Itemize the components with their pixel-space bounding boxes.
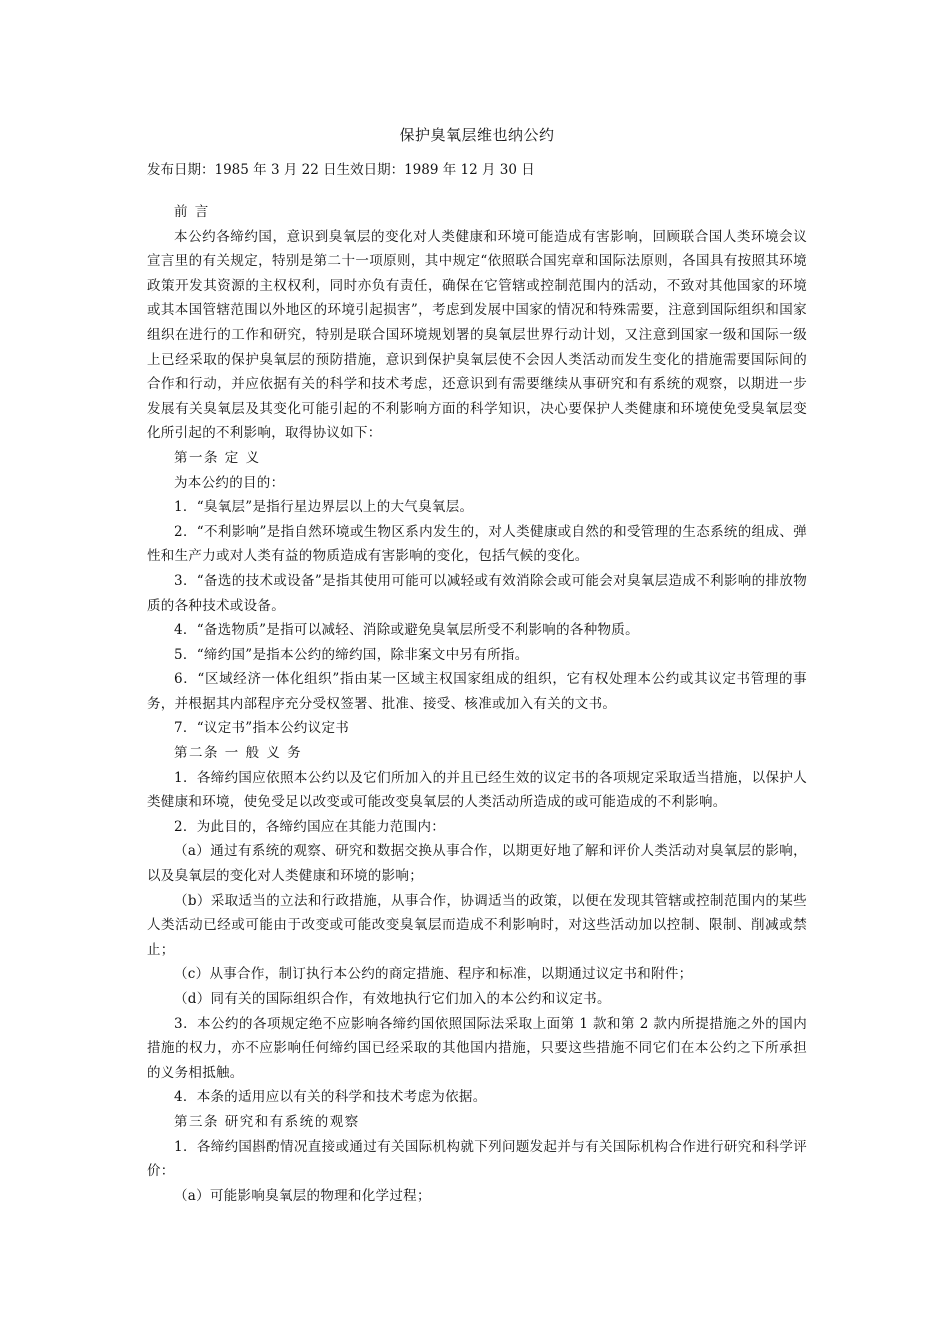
paragraph: 4．本条的适用应以有关的科学和技术考虑为依据。 (174, 1089, 487, 1106)
paragraph: （c）从事合作，制订执行本公约的商定措施、程序和标准，以期通过议定书和附件； (174, 966, 693, 983)
paragraph: 1．各缔约国应依照本公约以及它们所加入的并且已经生效的议定书的各项规定采取适当措施，以保护人类健康和环境，使免受足以改变或可能改变臭氧层的人类活动所造成的或可能造成的不利影响。 (147, 769, 807, 811)
paragraph: 2．“不利影响”是指自然环境或生物区系内发生的，对人类健康或自然的和受管理的生态系统的组成、弹性和生产力或对人类有益的物质造成有害影响的变化，包括气候的变化。 (147, 523, 807, 565)
paragraph: 本公约各缔约国，意识到臭氧层的变化对人类健康和环境可能造成有害影响，回顾联合国人类环境会议宣言里的有关规定，特别是第二十一项原则，其中规定“依照联合国宪章和国际法原则，各国具有按照其环境政策开发其资源的主权权利，同时亦负有责任，确保在它管辖或控制范围内的活动，不致对其他国家的环境或其本国管辖范围以外地区的环境引起损害”，考虑到发展中国家的情况和特殊需要，注意到国际组织和国家组织在进行的工作和研究，特别是联合国环境规划署的臭氧层世界行动计划，又注意到国家一级和国际一级上已经采取的保护臭氧层的预防措施，意识到保护臭氧层使不会因人类活动而发生变化的措施需要国际间的合作和行动，并应依据有关的科学和技术考虑，还意识到有需要继续从事研究和有系统的观察，以期进一步发展有关臭氧层及其变化可能引起的不利影响方面的科学知识，决心要保护人类健康和环境使免受臭氧层变化所引起的不利影响，取得协议如下： (147, 228, 807, 442)
paragraph: 3．本公约的各项规定绝不应影响各缔约国依照国际法采取上面第 1 款和第 2 款内所提措施之外的国内措施的权力，亦不应影响任何缔约国已经采取的其他国内措施，只要这些措施不同它们在本公约之下所承担的义务相抵触。 (147, 1015, 807, 1081)
paragraph: 7．“议定书”指本公约议定书 (174, 720, 350, 737)
paragraph: 6．“区域经济一体化组织”指由某一区域主权国家组成的组织，它有权处理本公约或其议定书管理的事务，并根据其内部程序充分受权签署、批准、接受、核准或加入有关的文书。 (147, 671, 807, 712)
paragraph: （d）同有关的国际组织合作，有效地执行它们加入的本公约和议定书。 (174, 991, 611, 1007)
section-heading: 前 言 (174, 204, 210, 220)
paragraph: （a）可能影响臭氧层的物理和化学过程； (174, 1187, 431, 1204)
section-heading: 第三条 研究和有系统的观察 (174, 1113, 360, 1130)
document-title: 保护臭氧层维也纳公约 (399, 126, 555, 144)
document-body (147, 200, 807, 1208)
paragraph: 4．“备选物质”是指可以减轻、消除或避免臭氧层所受不利影响的各种物质。 (174, 622, 639, 639)
paragraph: （b）采取适当的立法和行政措施，从事合作，协调适当的政策，以便在发现其管辖或控制范围内的某些人类活动已经或可能由于改变或可能改变臭氧层而造成不利影响时，对这些活动加以控制、限制、削减或禁止； (147, 892, 807, 958)
paragraph: （a）通过有系统的观察、研究和数据交换从事合作，以期更好地了解和评价人类活动对臭氧层的影响，以及臭氧层的变化对人类健康和环境的影响； (147, 843, 807, 885)
document-dates: 发布日期：1985 年 3 月 22 日生效日期：1989 年 12 月 30 日 (147, 162, 535, 178)
paragraph: 5．“缔约国”是指本公约的缔约国，除非案文中另有所指。 (174, 646, 529, 663)
paragraph: 1．“臭氧层”是指行星边界层以上的大气臭氧层。 (174, 499, 474, 516)
document-page (147, 118, 807, 1208)
paragraph: 1．各缔约国斟酌情况直接或通过有关国际机构就下列问题发起并与有关国际机构合作进行研究和科学评价： (147, 1138, 807, 1180)
paragraph: 2．为此目的，各缔约国应在其能力范围内： (174, 818, 446, 835)
section-heading: 第二条 一 般 义 务 (174, 745, 303, 762)
paragraph: 3．“备选的技术或设备”是指其使用可能可以减轻或有效消除会或可能会对臭氧层造成不利影响的排放物质的各种技术或设备。 (147, 572, 807, 614)
section-heading: 第一条 定 义 (174, 449, 261, 466)
paragraph: 为本公约的目的： (174, 474, 285, 491)
